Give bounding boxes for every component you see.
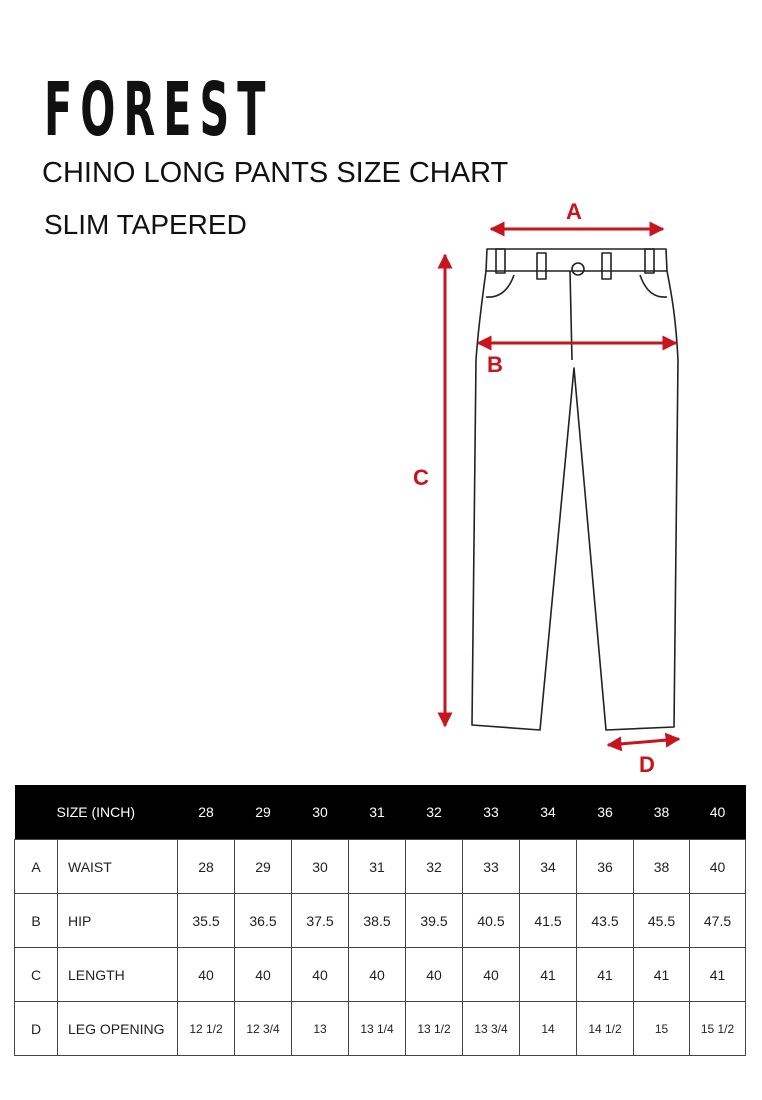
- table-cell: 39.5: [406, 894, 463, 948]
- row-code: A: [15, 840, 58, 894]
- table-cell: 38.5: [349, 894, 406, 948]
- pants-outline: [472, 249, 678, 730]
- size-header-row: [15, 785, 746, 840]
- fit-subtitle: SLIM TAPERED: [44, 209, 247, 240]
- table-cell: 40: [178, 948, 235, 1002]
- table-cell: 41.5: [520, 894, 577, 948]
- table-cell: 41: [634, 948, 690, 1002]
- brand-logo: FOREST: [44, 67, 274, 153]
- table-cell: 41: [577, 948, 634, 1002]
- table-cell: 40: [406, 948, 463, 1002]
- row-name: WAIST: [58, 840, 178, 894]
- row-name: LEG OPENING: [58, 1002, 178, 1056]
- row-name: LENGTH: [58, 948, 178, 1002]
- row-code: D: [15, 1002, 58, 1056]
- size-col-header: 32: [406, 785, 463, 840]
- table-cell: 14 1/2: [577, 1002, 634, 1056]
- size-table: [14, 785, 746, 1056]
- size-col-header: 31: [349, 785, 406, 840]
- leg-opening-arrow: [608, 739, 679, 745]
- table-cell: 13 1/4: [349, 1002, 406, 1056]
- table-cell: 41: [690, 948, 746, 1002]
- size-col-header: 33: [463, 785, 520, 840]
- table-cell: 40: [690, 840, 746, 894]
- table-cell: 45.5: [634, 894, 690, 948]
- size-col-header: 29: [235, 785, 292, 840]
- table-cell: 40: [292, 948, 349, 1002]
- table-cell: 12 3/4: [235, 1002, 292, 1056]
- table-cell: 35.5: [178, 894, 235, 948]
- table-row-hip: [15, 894, 746, 948]
- table-row-length: [15, 948, 746, 1002]
- size-header-label: SIZE (INCH): [15, 785, 178, 840]
- label-a: A: [566, 199, 582, 224]
- size-col-header: 28: [178, 785, 235, 840]
- table-cell: 40: [463, 948, 520, 1002]
- table-cell: 33: [463, 840, 520, 894]
- table-cell: 29: [235, 840, 292, 894]
- table-row-waist: [15, 840, 746, 894]
- pants-diagram: [400, 195, 730, 785]
- size-col-header: 34: [520, 785, 577, 840]
- row-code: B: [15, 894, 58, 948]
- table-cell: 38: [634, 840, 690, 894]
- table-cell: 14: [520, 1002, 577, 1056]
- table-cell: 13: [292, 1002, 349, 1056]
- table-row-leg-opening: [15, 1002, 746, 1056]
- table-cell: 40.5: [463, 894, 520, 948]
- size-col-header: 40: [690, 785, 746, 840]
- table-cell: 34: [520, 840, 577, 894]
- table-cell: 31: [349, 840, 406, 894]
- table-cell: 40: [349, 948, 406, 1002]
- label-d: D: [639, 752, 655, 777]
- size-col-header: 38: [634, 785, 690, 840]
- table-cell: 37.5: [292, 894, 349, 948]
- table-cell: 47.5: [690, 894, 746, 948]
- table-cell: 15 1/2: [690, 1002, 746, 1056]
- table-cell: 43.5: [577, 894, 634, 948]
- table-cell: 30: [292, 840, 349, 894]
- row-name: HIP: [58, 894, 178, 948]
- size-col-header: 30: [292, 785, 349, 840]
- table-cell: 12 1/2: [178, 1002, 235, 1056]
- label-c: C: [413, 465, 429, 490]
- label-b: B: [487, 352, 503, 377]
- table-cell: 15: [634, 1002, 690, 1056]
- table-cell: 13 1/2: [406, 1002, 463, 1056]
- table-cell: 41: [520, 948, 577, 1002]
- table-cell: 36.5: [235, 894, 292, 948]
- table-cell: 36: [577, 840, 634, 894]
- table-cell: 28: [178, 840, 235, 894]
- chart-title: CHINO LONG PANTS SIZE CHART: [42, 157, 509, 189]
- size-col-header: 36: [577, 785, 634, 840]
- table-cell: 32: [406, 840, 463, 894]
- table-cell: 40: [235, 948, 292, 1002]
- table-cell: 13 3/4: [463, 1002, 520, 1056]
- row-code: C: [15, 948, 58, 1002]
